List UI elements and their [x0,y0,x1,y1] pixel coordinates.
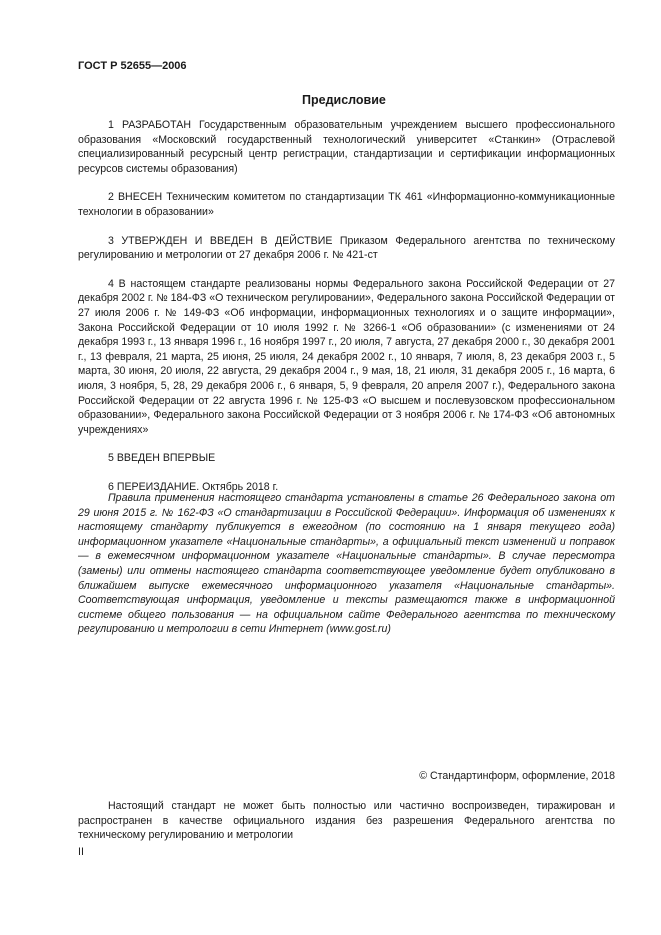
document-code: ГОСТ Р 52655—2006 [78,60,187,72]
reproduction-notice-text: Настоящий стандарт не может быть полностью или частично воспроизведен, тиражирован и распространен в качестве официального издания без разрешения Федерального агентства по техническому регулированию и метрологии [78,800,615,842]
section-title: Предисловие [302,93,386,107]
foreword-body [78,118,615,508]
copyright-line: © Стандартинформ, оформление, 2018 [419,770,615,782]
foreword-item-2: 2 ВНЕСЕН Техническим комитетом по стандартизации ТК 461 «Информационно-коммуникационные технологии в образовании» [78,191,615,218]
foreword-item-4: 4 В настоящем стандарте реализованы нормы Федерального закона Российской Федерации от 27 декабря 2002 г. № 184-ФЗ «О техническом регулировании», Федерального закона Российской Федерации от 27 июля 2006 г. № 149-ФЗ «Об информации, информационных технологиях и о защите информации», Закона Российской Федерации от 10 июля 1992 г. № 3266-1 «Об образовании» (с изменениями от 24 декабря 1993 г., 13 января 1996 г., 16 ноября 1997 г., 20 июля, 7 августа, 27 декабря 2000 г., 30 декабря 2001 г., 13 февраля, 21 марта, 25 июня, 25 июля, 24 декабря 2002 г., 10 января, 7 июля, 8, 23 декабря 2003 г., 5 марта, 30 июня, 20 июля, 22 августа, 29 декабря 2004 г., 9 мая, 18, 21 июля, 31 декабря 2005 г., 16 марта, 6 июля, 3 ноября, 5, 28, 29 декабря 2006 г., 6 января, 5, 9 февраля, 20 апреля 2007 г.), Федерального закона Российской Федерации от 22 августа 1996 г. № 125-ФЗ «О высшем и послевузовском профессиональном образовании», Федерального закона Российской Федерации от 3 ноября 2006 г. № 174-ФЗ «Об автономных учреждениях» [78,277,616,436]
standard-notice-text: Правила применения настоящего стандарта установлены в статье 26 Федерального закона от 29 июня 2015 г. № 162-ФЗ «О стандартизации в Российской Федерации». Информация об изменениях к настоящему стандарту публикуется в ежегодном (по состоянию на 1 января текущего года) информационном указателе «Национальные стандарты», а официальный текст изменений и поправок — в ежемесячном информационном указателе «Национальные стандарты». В случае пересмотра (замены) или отмены настоящего стандарта соответствующее уведомление будет опубликовано в ближайшем выпуске ежемесячного информационного указателя «Национальные стандарты». Соответствующая информация, уведомление и тексты размещаются также в информационной системе общего пользования — на официальном сайте Федерального агентства по техническому регулированию и метрологии в сети Интернет (www.gost.ru) [78,492,615,636]
foreword-item-5: 5 ВВЕДЕН ВПЕРВЫЕ [108,452,216,465]
standard-notice [78,491,615,637]
foreword-item-1: 1 РАЗРАБОТАН Государственным образовательным учреждением высшего профессионального образования «Московский государственный технологический университет «Станкин» (Отраслевой специализированный ресурсный центр регистрации, стандартизации и сертификации информационных ресурсов системы образования) [78,119,615,175]
foreword-item-3: 3 УТВЕРЖДЕН И ВВЕДЕН В ДЕЙСТВИЕ Приказом Федерального агентства по техническому регулированию и метрологии от 27 декабря 2006 г. № 421-ст [78,234,615,262]
page-number: II [78,846,84,858]
foreword-item-6: 6 ПЕРЕИЗДАНИЕ. Октябрь 2018 г. [108,480,279,493]
reproduction-notice [78,799,615,843]
